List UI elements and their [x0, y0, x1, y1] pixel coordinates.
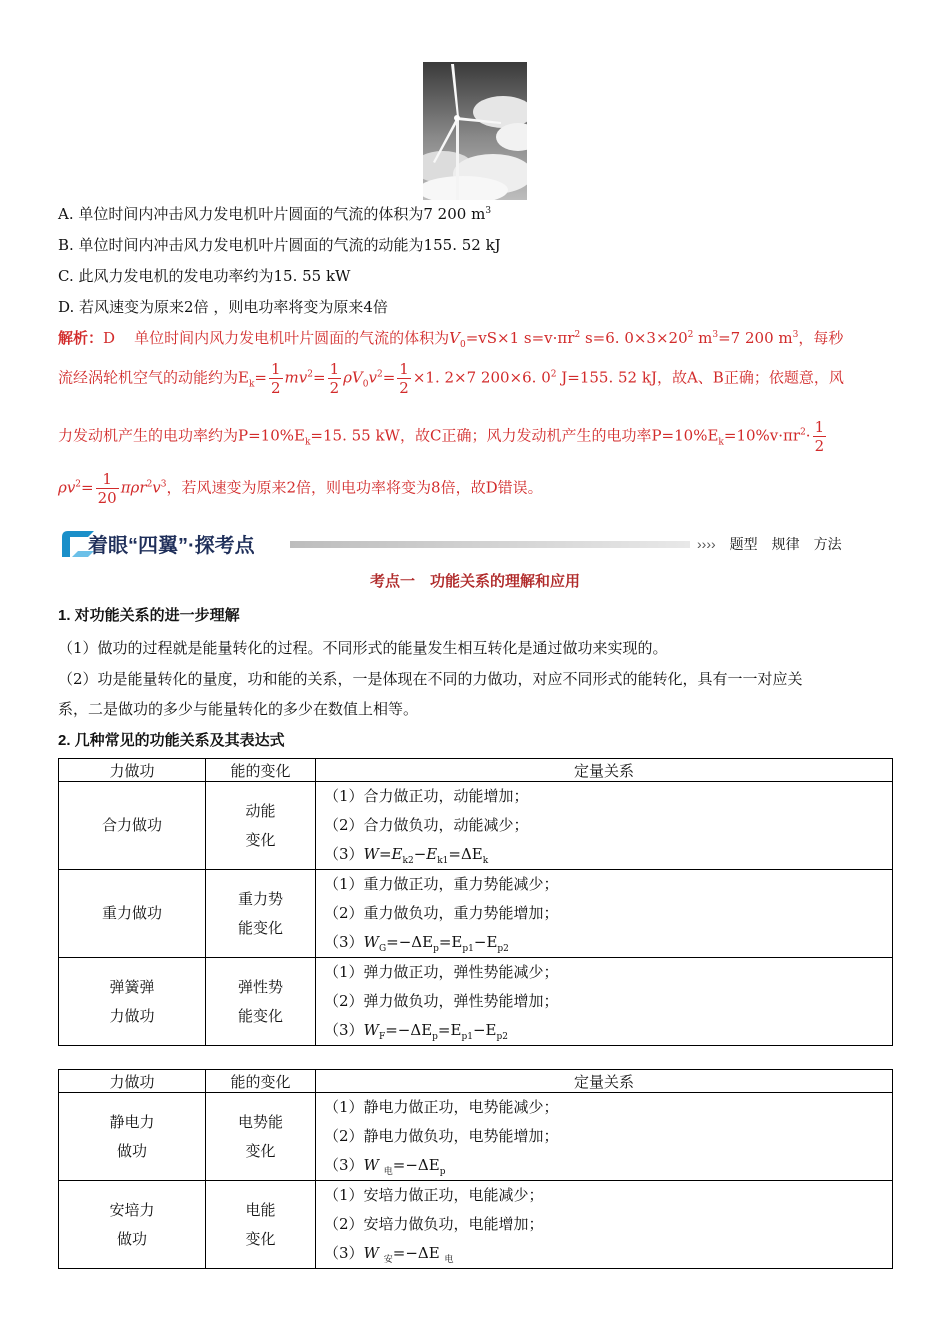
force-cell: 安培力 做功: [59, 1181, 206, 1269]
analysis-line-2: 流经涡轮机空气的动能约为$E_k=$ $\frac{1}{2}$ $mv^2=$ $\frac{1}{2}$ $\rho V_0v^2=$ $\frac{1}{2}$ ×1. 2×7 200×6. $0^2$ J=155. 52 kJ，故A、B正确；依题意，风: [58, 360, 844, 397]
table-row: [59, 1181, 893, 1269]
fraction-half: $\frac{1}{2}$: [814, 418, 825, 455]
table-row: [59, 958, 893, 1046]
option-c: C. 此风力发电机的发电功率约为15. 55 kW: [58, 267, 351, 285]
option-a: A. 单位时间内冲击风力发电机叶片圆面的气流的体积为7 200 $m^3$: [58, 205, 492, 223]
table-header-row: [59, 759, 893, 782]
relation-cell: （1）重力做正功，重力势能减少； （2）重力做负功，重力势能增加； $(3)W_G=-\Delta E_p=E_{p1}-E_{p2}$: [316, 870, 893, 958]
section-2-heading: 2. 几种常见的功能关系及其表达式: [58, 732, 285, 749]
fraction-half: $\frac{1}{2}$: [271, 360, 281, 397]
relation-cell: （1）静电力做正功，电势能减少； （2）静电力做负功，电势能增加； （3）W $_电=-\Delta E_p$: [316, 1093, 893, 1181]
header-force: 力做功: [59, 1070, 206, 1093]
energy-cell: 动能 变化: [206, 782, 316, 870]
header-relation: 定量关系: [316, 1070, 893, 1093]
banner-tags: ›››› 题型 规律 方法: [697, 536, 842, 552]
section-1-p2a: （2）功是能量转化的量度，功和能的关系，一是体现在不同的力做功，对应不同形式的能转化，具有一一对应关: [58, 670, 803, 688]
energy-cell: 电能 变化: [206, 1181, 316, 1269]
force-cell: 重力做功: [59, 870, 206, 958]
fraction-half: $\frac{1}{2}$: [329, 360, 340, 397]
table-row: [59, 870, 893, 958]
fraction-twentieth: $\frac{1}{20}$: [97, 470, 117, 507]
table-header-row: [59, 1070, 893, 1093]
header-relation: 定量关系: [316, 759, 893, 782]
section-1-heading: 1. 对功能关系的进一步理解: [58, 607, 240, 624]
energy-cell: 弹性势 能变化: [206, 958, 316, 1046]
relation-cell: （1）安培力做正功，电能减少； （2）安培力做负功，电能增加； （3）W $_安$=−ΔE $_电$: [316, 1181, 893, 1269]
force-cell: 合力做功: [59, 782, 206, 870]
header-energy: 能的变化: [206, 759, 316, 782]
analysis-line-1: 解析：D 单位时间内风力发电机叶片圆面的气流的体积为$V_0=vS\times 1$ $s=v\cdot\pi r^2$ s=6. $0\times 3\times 20^2$ $m^3=7$ 200 $m^3$，每秒: [58, 329, 844, 350]
option-b: B. 单位时间内冲击风力发电机叶片圆面的气流的动能为155. 52 kJ: [58, 236, 501, 254]
section-1-p1: （1）做功的过程就是能量转化的过程。不同形式的能量发生相互转化是通过做功来实现的。: [58, 639, 668, 657]
analysis-line-3: 力发动机产生的电功率约为$P=10\%E_k=15$. 55 kW，故C正确；风力发动机产生的电功率$P=10\%E_k=10\%v\cdot\pi r^2\cdot$ $\frac{1}{2}$: [58, 418, 825, 455]
option-d: D. 若风速变为原来2倍 ，则电功率将变为原来4倍: [58, 298, 388, 316]
relation-cell: （1）弹力做正功，弹性势能减少； （2）弹力做负功，弹性势能增加； $(3)W_F=-\Delta E_p=E_{p1}-E_{p2}$: [316, 958, 893, 1046]
header-energy: 能的变化: [206, 1070, 316, 1093]
header-force: 力做功: [59, 759, 206, 782]
topic-title: 考点一 功能关系的理解和应用: [369, 573, 580, 590]
table-2: [58, 1069, 893, 1269]
relation-cell: （1）合力做正功，动能增加； （2）合力做负功，动能减少； $(3)W=E_{k2}-E_{k1}=\Delta E_k$: [316, 782, 893, 870]
analysis-line-4: $\rho v^2=$ $\frac{1}{20}$ $\pi\rho r^2v^3$，若风速变为原来2倍，则电功率将变为8倍，故D错误。: [58, 470, 543, 507]
table-row: [59, 782, 893, 870]
fraction-half: $\frac{1}{2}$: [399, 360, 409, 397]
banner-title: 着眼“四翼”·探考点: [88, 535, 255, 557]
banner-bar: [290, 541, 690, 548]
table-1: [58, 758, 893, 1046]
table-row: [59, 1093, 893, 1181]
energy-cell: 重力势 能变化: [206, 870, 316, 958]
section-1-p2b: 系，二是做功的多少与能量转化的多少在数值上相等。: [58, 700, 419, 718]
force-cell: 弹簧弹 力做功: [59, 958, 206, 1046]
wind-turbine-photo: [423, 62, 527, 200]
force-cell: 静电力 做功: [59, 1093, 206, 1181]
energy-cell: 电势能 变化: [206, 1093, 316, 1181]
